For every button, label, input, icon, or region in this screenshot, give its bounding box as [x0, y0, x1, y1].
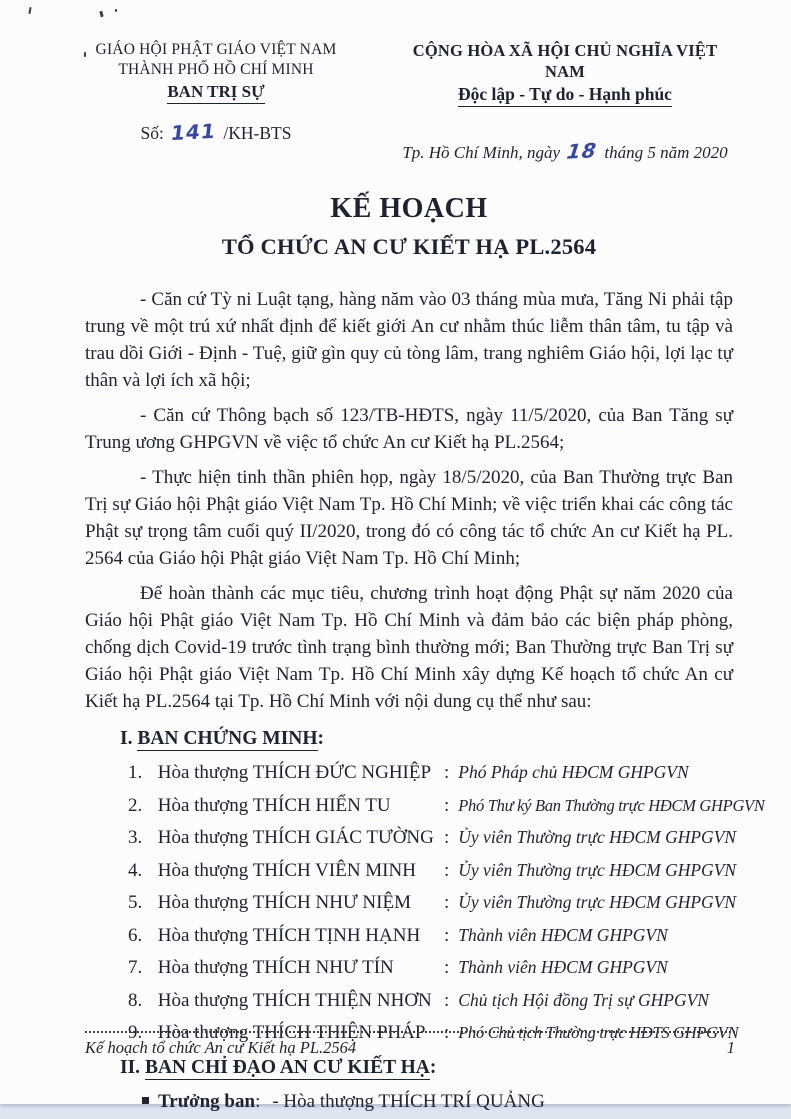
member-role: Chủ tịch Hội đồng Trị sự GHPGVN	[458, 989, 709, 1010]
date-suffix: tháng 5 năm 2020	[604, 143, 728, 162]
member-role: Phó Pháp chủ HĐCM GHPGVN	[458, 762, 689, 782]
member-role: Ủy viên Thường trực HĐCM GHPGVN	[458, 892, 737, 912]
leader-label: Trưởng ban	[158, 1091, 256, 1112]
org-department: BAN TRỊ SỰ	[85, 81, 347, 103]
leader-row	[142, 1091, 733, 1113]
member-title: Hòa thượng	[157, 859, 249, 881]
member-role: Phó Thư ký Ban Thường trực HĐCM GHPGVN	[458, 795, 765, 815]
member-name: THÍCH THIỆN PHÁP	[252, 1022, 426, 1043]
member-name: THÍCH VIÊN MINH	[252, 859, 416, 881]
document-body	[85, 286, 733, 715]
square-bullet-icon	[142, 1097, 149, 1104]
date-line	[397, 139, 733, 163]
page-number: 1	[726, 1038, 735, 1057]
member-number: 3.	[128, 827, 143, 848]
member-number: 4.	[128, 859, 143, 881]
member-title: Hòa thượng	[157, 1022, 249, 1043]
footer-doc-title: Kế hoạch tổ chức An cư Kiết hạ PL.2564	[85, 1038, 357, 1057]
member-number: 2.	[128, 794, 143, 816]
member-number: 5.	[128, 892, 143, 913]
member-role: Thành viên HĐCM GHPGVN	[458, 957, 668, 977]
member-title: Hòa thượng	[157, 762, 249, 783]
member-role: Phó Chủ tịch Thường trực HĐTS GHPGVN	[458, 1023, 739, 1042]
title-line1: KẾ HOẠCH	[330, 193, 488, 224]
footer-dotted-rule	[85, 1031, 735, 1033]
member-number: 7.	[128, 957, 143, 978]
member-number: 8.	[128, 989, 143, 1011]
section-2-heading: II. BAN CHỈ ĐẠO AN CƯ KIẾT HẠ:	[120, 1057, 437, 1078]
member-title: Hòa thượng	[157, 827, 249, 848]
member-name: THÍCH NHƯ NIỆM	[252, 892, 411, 913]
member-name: THÍCH ĐỨC NGHIỆP	[252, 762, 432, 783]
issuing-org-block	[85, 40, 347, 144]
member-name: THÍCH TỊNH HẠNH	[252, 924, 421, 946]
member-title: Hòa thượng	[157, 892, 249, 913]
date-prefix: Tp. Hồ Chí Minh, ngày	[402, 143, 561, 162]
document-number-line	[85, 120, 347, 144]
member-title: Hòa thượng	[157, 957, 249, 978]
national-motto: Độc lập - Tự do - Hạnh phúc	[397, 82, 733, 106]
member-row: 9. Hòa thượng THÍCH THIỆN PHÁP : Phó Chủ tịch Thường trực HĐTS GHPGVN	[128, 1022, 739, 1043]
member-row: 3. Hòa thượng THÍCH GIÁC TƯỜNG : Ủy viên Thường trực HĐCM GHPGVN	[128, 827, 737, 848]
member-name: THÍCH THIỆN NHƠN	[252, 989, 432, 1011]
member-name: THÍCH NHƯ TÍN	[252, 957, 394, 978]
section-1-heading: I. BAN CHỨNG MINH:	[120, 728, 325, 749]
org-name-line2: THÀNH PHỐ HỒ CHÍ MINH	[118, 61, 314, 78]
doc-number-label: Số:	[140, 123, 164, 143]
title-line2: TỔ CHỨC AN CƯ KIẾT HẠ PL.2564	[221, 234, 597, 259]
leader-value: - Hòa thượng THÍCH TRÍ QUẢNG	[272, 1091, 545, 1112]
members-list	[128, 762, 765, 1044]
member-title: Hòa thượng	[157, 989, 249, 1011]
member-row: 6. Hòa thượng THÍCH TỊNH HẠNH : Thành viên HĐCM GHPGVN	[128, 924, 668, 946]
member-row: 8. Hòa thượng THÍCH THIỆN NHƠN : Chủ tịch Hội đồng Trị sự GHPGVN	[128, 989, 709, 1011]
member-number: 9.	[128, 1022, 143, 1043]
national-header-block	[397, 40, 733, 163]
paragraph: - Thực hiện tinh thần phiên họp, ngày 18/5/2020, của Ban Thường trực Ban Trị sự Giáo hội Phật giáo Việt Nam Tp. Hồ Chí Minh; về việc triển khai các công tác Phật sự trọng tâm cuối quý II/2020, trong đó có công tác tổ chức An cư Kiết hạ PL. 2564 của Giáo hội Phật giáo Việt Nam Tp. Hồ Chí Minh;	[85, 467, 733, 569]
paragraph: - Căn cứ Tỳ ni Luật tạng, hàng năm vào 03 tháng mùa mưa, Tăng Ni phải tập trung về một trú xứ nhất định để kiết giới An cư nhằm thúc liễm thân tâm, tu tập và trau dồi Giới - Định - Tuệ, giữ gìn quy củ tòng lâm, trang nghiêm Giáo hội, lợi lạc tự thân và lợi ích xã hội;	[85, 289, 733, 391]
page-footer	[85, 1031, 735, 1058]
national-title: CỘNG HÒA XÃ HỘI CHỦ NGHĨA VIỆT NAM	[412, 41, 718, 81]
date-day-handwritten: 18	[565, 138, 599, 164]
section-1-title: BAN CHỨNG MINH	[137, 728, 318, 749]
doc-number-suffix: /KH-BTS	[223, 123, 292, 143]
member-title: Hòa thượng	[157, 794, 249, 816]
paragraph: - Căn cứ Thông bạch số 123/TB-HĐTS, ngày 11/5/2020, của Ban Tăng sự Trung ương GHPGVN về việc tổ chức An cư Kiết hạ PL.2564;	[85, 405, 733, 453]
member-row: 5. Hòa thượng THÍCH NHƯ NIỆM : Ủy viên Thường trực HĐCM GHPGVN	[128, 892, 737, 913]
org-name-line1: GIÁO HỘI PHẬT GIÁO VIỆT NAM	[95, 41, 337, 58]
member-name: THÍCH HIỂN TU	[252, 794, 391, 816]
member-row: 7. Hòa thượng THÍCH NHƯ TÍN : Thành viên HĐCM GHPGVN	[128, 957, 668, 978]
document-header	[85, 40, 733, 163]
scan-speck	[84, 52, 86, 57]
doc-number-handwritten: 141	[169, 118, 218, 146]
member-row: 2. Hòa thượng THÍCH HIỂN TU : Phó Thư ký Ban Thường trực HĐCM GHPGVN	[128, 794, 765, 816]
member-role: Ủy viên Thường trực HĐCM GHPGVN	[458, 859, 737, 880]
member-name: THÍCH GIÁC TƯỜNG	[252, 827, 434, 848]
member-number: 6.	[128, 924, 143, 946]
member-row: 1. Hòa thượng THÍCH ĐỨC NGHIỆP : Phó Pháp chủ HĐCM GHPGVN	[128, 762, 689, 783]
scan-speck	[115, 9, 117, 12]
section-2-numeral: II.	[120, 1057, 141, 1078]
member-row: 4. Hòa thượng THÍCH VIÊN MINH : Ủy viên Thường trực HĐCM GHPGVN	[128, 859, 737, 881]
member-title: Hòa thượng	[157, 924, 249, 946]
member-number: 1.	[128, 762, 143, 783]
paragraph: Để hoàn thành các mục tiêu, chương trình hoạt động Phật sự năm 2020 của Giáo hội Phật giáo Việt Nam Tp. Hồ Chí Minh và đảm bảo các biện pháp phòng, chống dịch Covid-19 trước tình trạng bình thường mới; Ban Thường trực Ban Trị sự Giáo hội Phật giáo Việt Nam Tp. Hồ Chí Minh xây dựng Kế hoạch tổ chức An cư Kiết hạ PL.2564 tại Tp. Hồ Chí Minh với nội dung cụ thể như sau:	[85, 583, 733, 712]
document-title	[85, 193, 733, 260]
section-2-title: BAN CHỈ ĐẠO AN CƯ KIẾT HẠ	[144, 1057, 430, 1078]
section-1-numeral: I.	[120, 728, 133, 749]
leader-colon: :	[255, 1091, 261, 1112]
member-role: Thành viên HĐCM GHPGVN	[458, 924, 668, 945]
member-role: Ủy viên Thường trực HĐCM GHPGVN	[458, 827, 737, 847]
